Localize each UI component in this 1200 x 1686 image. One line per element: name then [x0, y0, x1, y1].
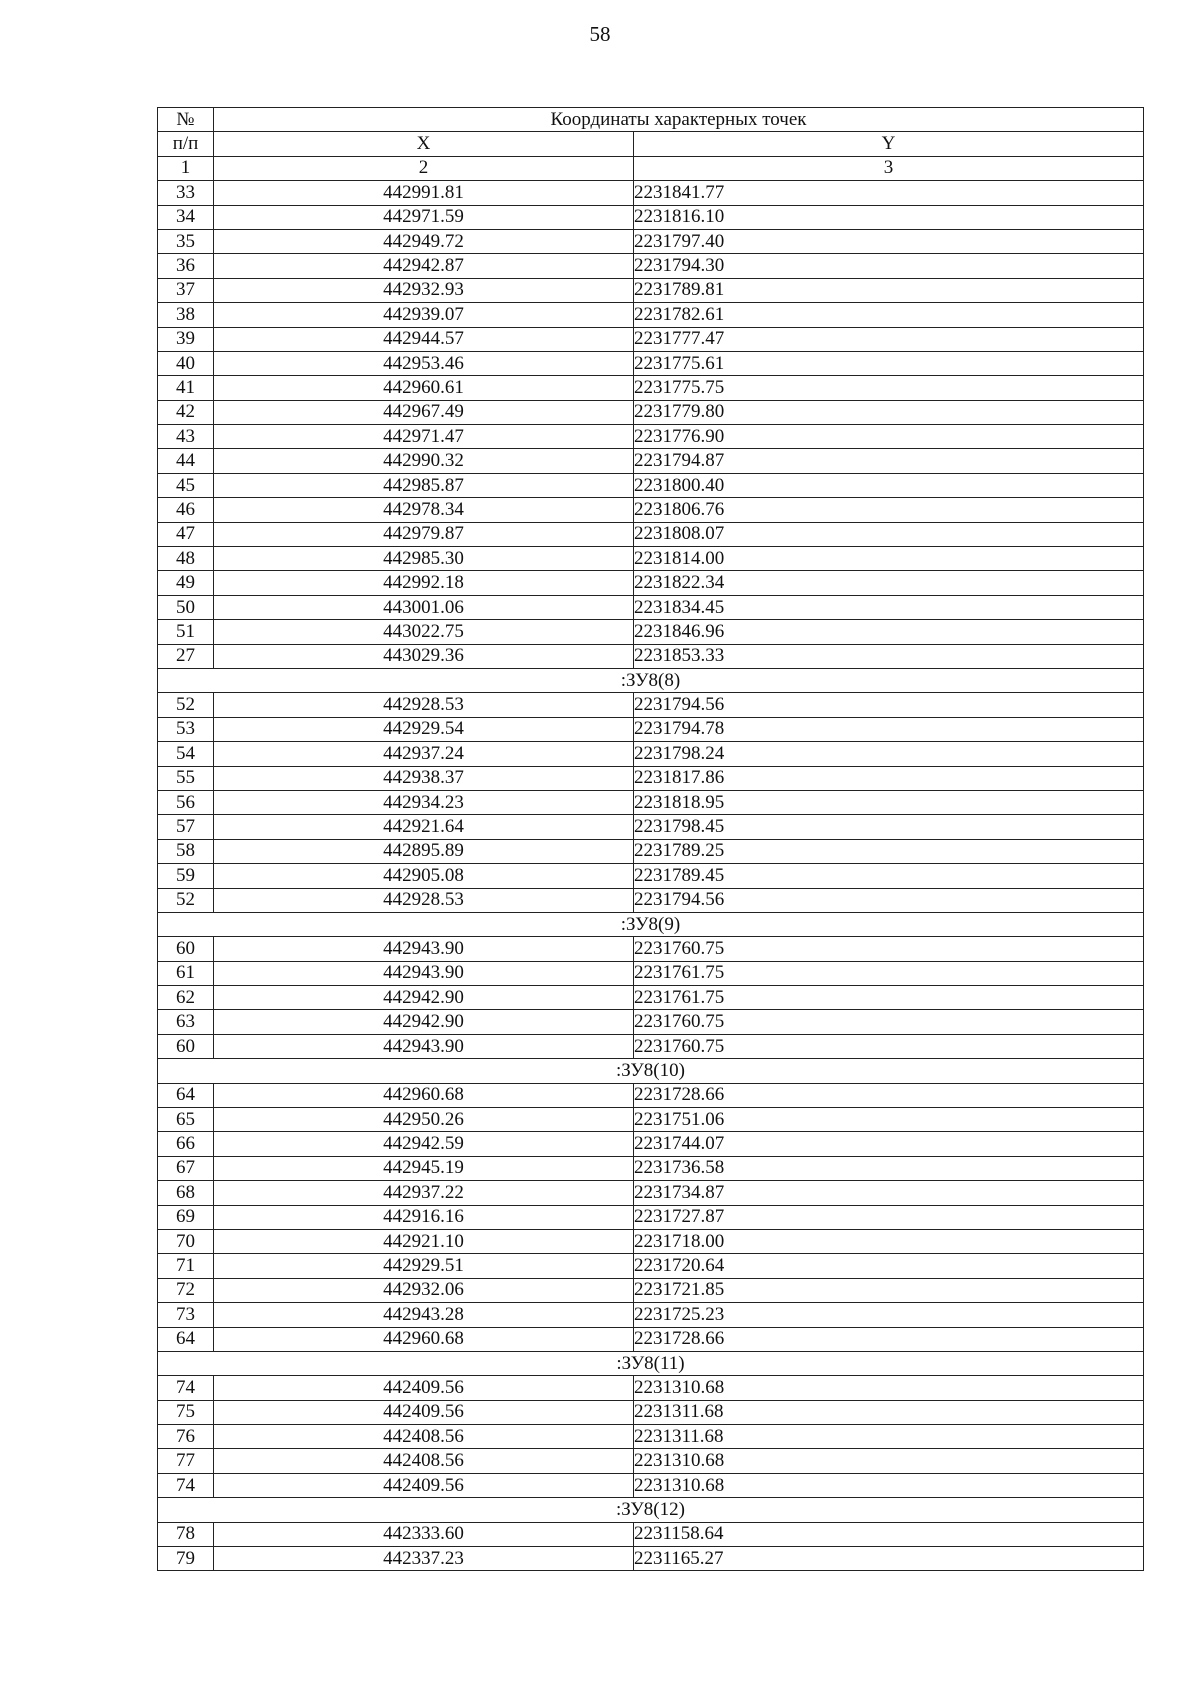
y-coordinate: 2231310.68	[634, 1473, 1144, 1497]
table-row	[158, 1425, 1144, 1449]
x-coordinate: 442971.59	[214, 205, 634, 229]
x-coordinate: 442991.81	[214, 181, 634, 205]
section-label: :ЗУ8(10)	[158, 1059, 1144, 1083]
point-number: 42	[158, 400, 214, 424]
y-coordinate: 2231794.56	[634, 888, 1144, 912]
table-row	[158, 351, 1144, 375]
y-coordinate: 2231853.33	[634, 644, 1144, 668]
point-number: 53	[158, 717, 214, 741]
y-coordinate: 2231794.56	[634, 693, 1144, 717]
y-coordinate: 2231725.23	[634, 1303, 1144, 1327]
y-coordinate: 2231834.45	[634, 595, 1144, 619]
x-coordinate: 442990.32	[214, 449, 634, 473]
section-label: :ЗУ8(11)	[158, 1351, 1144, 1375]
table-row	[158, 839, 1144, 863]
point-number: 74	[158, 1473, 214, 1497]
point-number: 64	[158, 1083, 214, 1107]
x-coordinate: 442932.06	[214, 1278, 634, 1302]
point-number: 74	[158, 1376, 214, 1400]
point-number: 70	[158, 1229, 214, 1253]
point-number: 60	[158, 1034, 214, 1058]
x-coordinate: 442928.53	[214, 693, 634, 717]
x-coordinate: 443029.36	[214, 644, 634, 668]
y-coordinate: 2231728.66	[634, 1327, 1144, 1351]
y-coordinate: 2231789.25	[634, 839, 1144, 863]
point-number: 40	[158, 351, 214, 375]
point-number: 68	[158, 1181, 214, 1205]
point-number: 48	[158, 547, 214, 571]
table-row	[158, 1376, 1144, 1400]
x-coordinate: 442409.56	[214, 1473, 634, 1497]
y-coordinate: 2231728.66	[634, 1083, 1144, 1107]
x-coordinate: 442905.08	[214, 864, 634, 888]
table-body	[158, 181, 1144, 1571]
header-index-row	[158, 156, 1144, 180]
y-coordinate: 2231794.87	[634, 449, 1144, 473]
table-row	[158, 1034, 1144, 1058]
table-row	[158, 571, 1144, 595]
y-coordinate: 2231760.75	[634, 937, 1144, 961]
table-row	[158, 1278, 1144, 1302]
x-coordinate: 442942.87	[214, 254, 634, 278]
y-coordinate: 2231720.64	[634, 1254, 1144, 1278]
index-x: 2	[214, 156, 634, 180]
table-row	[158, 1010, 1144, 1034]
y-coordinate: 2231808.07	[634, 522, 1144, 546]
table-row	[158, 1108, 1144, 1132]
y-coordinate: 2231818.95	[634, 790, 1144, 814]
table-row	[158, 1181, 1144, 1205]
y-coordinate: 2231751.06	[634, 1108, 1144, 1132]
y-coordinate: 2231846.96	[634, 620, 1144, 644]
y-coordinate: 2231165.27	[634, 1547, 1144, 1571]
x-coordinate: 442916.16	[214, 1205, 634, 1229]
y-coordinate: 2231817.86	[634, 766, 1144, 790]
x-coordinate: 442960.68	[214, 1083, 634, 1107]
x-coordinate: 442937.24	[214, 742, 634, 766]
x-coordinate: 442943.90	[214, 961, 634, 985]
table-row	[158, 1132, 1144, 1156]
point-number: 78	[158, 1522, 214, 1546]
point-number: 52	[158, 888, 214, 912]
x-coordinate: 442409.56	[214, 1400, 634, 1424]
table-row	[158, 278, 1144, 302]
section-label: :ЗУ8(12)	[158, 1498, 1144, 1522]
point-number: 67	[158, 1156, 214, 1180]
x-coordinate: 442408.56	[214, 1449, 634, 1473]
y-coordinate: 2231311.68	[634, 1400, 1144, 1424]
header-row-2	[158, 132, 1144, 156]
table-row	[158, 815, 1144, 839]
coordinates-table	[157, 107, 1144, 1571]
x-coordinate: 442943.28	[214, 1303, 634, 1327]
y-coordinate: 2231798.45	[634, 815, 1144, 839]
table-row	[158, 1449, 1144, 1473]
y-coordinate: 2231800.40	[634, 473, 1144, 497]
x-coordinate: 442960.61	[214, 376, 634, 400]
table-row	[158, 229, 1144, 253]
point-number: 55	[158, 766, 214, 790]
y-coordinate: 2231744.07	[634, 1132, 1144, 1156]
y-coordinate: 2231727.87	[634, 1205, 1144, 1229]
y-coordinate: 2231310.68	[634, 1449, 1144, 1473]
section-label: :ЗУ8(9)	[158, 912, 1144, 936]
table-row	[158, 425, 1144, 449]
table-row	[158, 888, 1144, 912]
y-coordinate: 2231822.34	[634, 571, 1144, 595]
point-number: 54	[158, 742, 214, 766]
point-number: 65	[158, 1108, 214, 1132]
x-coordinate: 442921.10	[214, 1229, 634, 1253]
table-row	[158, 473, 1144, 497]
x-coordinate: 442939.07	[214, 303, 634, 327]
x-coordinate: 443001.06	[214, 595, 634, 619]
point-number: 57	[158, 815, 214, 839]
point-number: 51	[158, 620, 214, 644]
header-num-label: п/п	[158, 132, 214, 156]
x-coordinate: 442333.60	[214, 1522, 634, 1546]
x-coordinate: 442942.59	[214, 1132, 634, 1156]
point-number: 56	[158, 790, 214, 814]
y-coordinate: 2231761.75	[634, 961, 1144, 985]
table-row	[158, 205, 1144, 229]
table-row	[158, 693, 1144, 717]
table-row	[158, 327, 1144, 351]
y-coordinate: 2231779.80	[634, 400, 1144, 424]
table-row	[158, 547, 1144, 571]
table-row	[158, 303, 1144, 327]
y-coordinate: 2231794.30	[634, 254, 1144, 278]
y-coordinate: 2231806.76	[634, 498, 1144, 522]
x-coordinate: 442895.89	[214, 839, 634, 863]
y-coordinate: 2231721.85	[634, 1278, 1144, 1302]
table-row	[158, 742, 1144, 766]
table-row	[158, 1083, 1144, 1107]
table-row	[158, 181, 1144, 205]
point-number: 64	[158, 1327, 214, 1351]
y-coordinate: 2231841.77	[634, 181, 1144, 205]
x-coordinate: 442932.93	[214, 278, 634, 302]
page-number: 58	[589, 22, 611, 46]
point-number: 63	[158, 1010, 214, 1034]
point-number: 50	[158, 595, 214, 619]
section-row	[158, 1498, 1144, 1522]
x-coordinate: 442337.23	[214, 1547, 634, 1571]
table-row	[158, 1229, 1144, 1253]
table-row	[158, 620, 1144, 644]
table-row	[158, 498, 1144, 522]
table-row	[158, 400, 1144, 424]
x-coordinate: 442943.90	[214, 1034, 634, 1058]
y-coordinate: 2231760.75	[634, 1034, 1144, 1058]
table-row	[158, 1522, 1144, 1546]
x-coordinate: 442978.34	[214, 498, 634, 522]
y-coordinate: 2231782.61	[634, 303, 1144, 327]
y-coordinate: 2231777.47	[634, 327, 1144, 351]
x-coordinate: 442921.64	[214, 815, 634, 839]
y-coordinate: 2231798.24	[634, 742, 1144, 766]
table-row	[158, 449, 1144, 473]
x-coordinate: 442971.47	[214, 425, 634, 449]
point-number: 76	[158, 1425, 214, 1449]
x-coordinate: 442929.54	[214, 717, 634, 741]
y-coordinate: 2231761.75	[634, 986, 1144, 1010]
y-coordinate: 2231718.00	[634, 1229, 1144, 1253]
index-num: 1	[158, 156, 214, 180]
y-coordinate: 2231789.81	[634, 278, 1144, 302]
point-number: 35	[158, 229, 214, 253]
table-row	[158, 766, 1144, 790]
point-number: 52	[158, 693, 214, 717]
point-number: 77	[158, 1449, 214, 1473]
y-coordinate: 2231775.61	[634, 351, 1144, 375]
y-coordinate: 2231311.68	[634, 1425, 1144, 1449]
point-number: 44	[158, 449, 214, 473]
point-number: 72	[158, 1278, 214, 1302]
x-coordinate: 442942.90	[214, 1010, 634, 1034]
x-coordinate: 442967.49	[214, 400, 634, 424]
index-y: 3	[634, 156, 1144, 180]
table-row	[158, 644, 1144, 668]
x-coordinate: 442992.18	[214, 571, 634, 595]
y-coordinate: 2231776.90	[634, 425, 1144, 449]
x-coordinate: 442409.56	[214, 1376, 634, 1400]
y-coordinate: 2231775.75	[634, 376, 1144, 400]
header-x: X	[214, 132, 634, 156]
point-number: 59	[158, 864, 214, 888]
point-number: 45	[158, 473, 214, 497]
section-row	[158, 1351, 1144, 1375]
table-row	[158, 1205, 1144, 1229]
y-coordinate: 2231310.68	[634, 1376, 1144, 1400]
x-coordinate: 442985.87	[214, 473, 634, 497]
table-row	[158, 1400, 1144, 1424]
point-number: 58	[158, 839, 214, 863]
table-row	[158, 254, 1144, 278]
y-coordinate: 2231816.10	[634, 205, 1144, 229]
table-row	[158, 1327, 1144, 1351]
table-row	[158, 1303, 1144, 1327]
y-coordinate: 2231789.45	[634, 864, 1144, 888]
y-coordinate: 2231760.75	[634, 1010, 1144, 1034]
y-coordinate: 2231734.87	[634, 1181, 1144, 1205]
table-row	[158, 864, 1144, 888]
x-coordinate: 443022.75	[214, 620, 634, 644]
table-row	[158, 986, 1144, 1010]
y-coordinate: 2231158.64	[634, 1522, 1144, 1546]
point-number: 60	[158, 937, 214, 961]
x-coordinate: 442408.56	[214, 1425, 634, 1449]
x-coordinate: 442979.87	[214, 522, 634, 546]
point-number: 71	[158, 1254, 214, 1278]
point-number: 62	[158, 986, 214, 1010]
x-coordinate: 442960.68	[214, 1327, 634, 1351]
x-coordinate: 442929.51	[214, 1254, 634, 1278]
point-number: 27	[158, 644, 214, 668]
x-coordinate: 442928.53	[214, 888, 634, 912]
section-label: :ЗУ8(8)	[158, 668, 1144, 692]
y-coordinate: 2231814.00	[634, 547, 1144, 571]
x-coordinate: 442938.37	[214, 766, 634, 790]
table-row	[158, 1473, 1144, 1497]
point-number: 79	[158, 1547, 214, 1571]
x-coordinate: 442985.30	[214, 547, 634, 571]
x-coordinate: 442944.57	[214, 327, 634, 351]
point-number: 39	[158, 327, 214, 351]
point-number: 69	[158, 1205, 214, 1229]
table-row	[158, 790, 1144, 814]
point-number: 36	[158, 254, 214, 278]
section-row	[158, 1059, 1144, 1083]
table-row	[158, 1547, 1144, 1571]
header-row-1	[158, 108, 1144, 132]
table-row	[158, 376, 1144, 400]
x-coordinate: 442953.46	[214, 351, 634, 375]
x-coordinate: 442942.90	[214, 986, 634, 1010]
point-number: 47	[158, 522, 214, 546]
point-number: 49	[158, 571, 214, 595]
x-coordinate: 442949.72	[214, 229, 634, 253]
point-number: 37	[158, 278, 214, 302]
x-coordinate: 442950.26	[214, 1108, 634, 1132]
table-row	[158, 595, 1144, 619]
point-number: 75	[158, 1400, 214, 1424]
x-coordinate: 442934.23	[214, 790, 634, 814]
section-row	[158, 912, 1144, 936]
point-number: 34	[158, 205, 214, 229]
y-coordinate: 2231794.78	[634, 717, 1144, 741]
header-num-sign: №	[158, 108, 214, 132]
table-row	[158, 1254, 1144, 1278]
x-coordinate: 442945.19	[214, 1156, 634, 1180]
point-number: 41	[158, 376, 214, 400]
table-row	[158, 937, 1144, 961]
header-coordinates-title: Координаты характерных точек	[214, 108, 1144, 132]
y-coordinate: 2231736.58	[634, 1156, 1144, 1180]
point-number: 33	[158, 181, 214, 205]
point-number: 43	[158, 425, 214, 449]
x-coordinate: 442937.22	[214, 1181, 634, 1205]
table-row	[158, 1156, 1144, 1180]
section-row	[158, 668, 1144, 692]
point-number: 61	[158, 961, 214, 985]
point-number: 66	[158, 1132, 214, 1156]
table-row	[158, 961, 1144, 985]
header-y: Y	[634, 132, 1144, 156]
point-number: 73	[158, 1303, 214, 1327]
table-row	[158, 717, 1144, 741]
y-coordinate: 2231797.40	[634, 229, 1144, 253]
point-number: 38	[158, 303, 214, 327]
table-row	[158, 522, 1144, 546]
x-coordinate: 442943.90	[214, 937, 634, 961]
point-number: 46	[158, 498, 214, 522]
